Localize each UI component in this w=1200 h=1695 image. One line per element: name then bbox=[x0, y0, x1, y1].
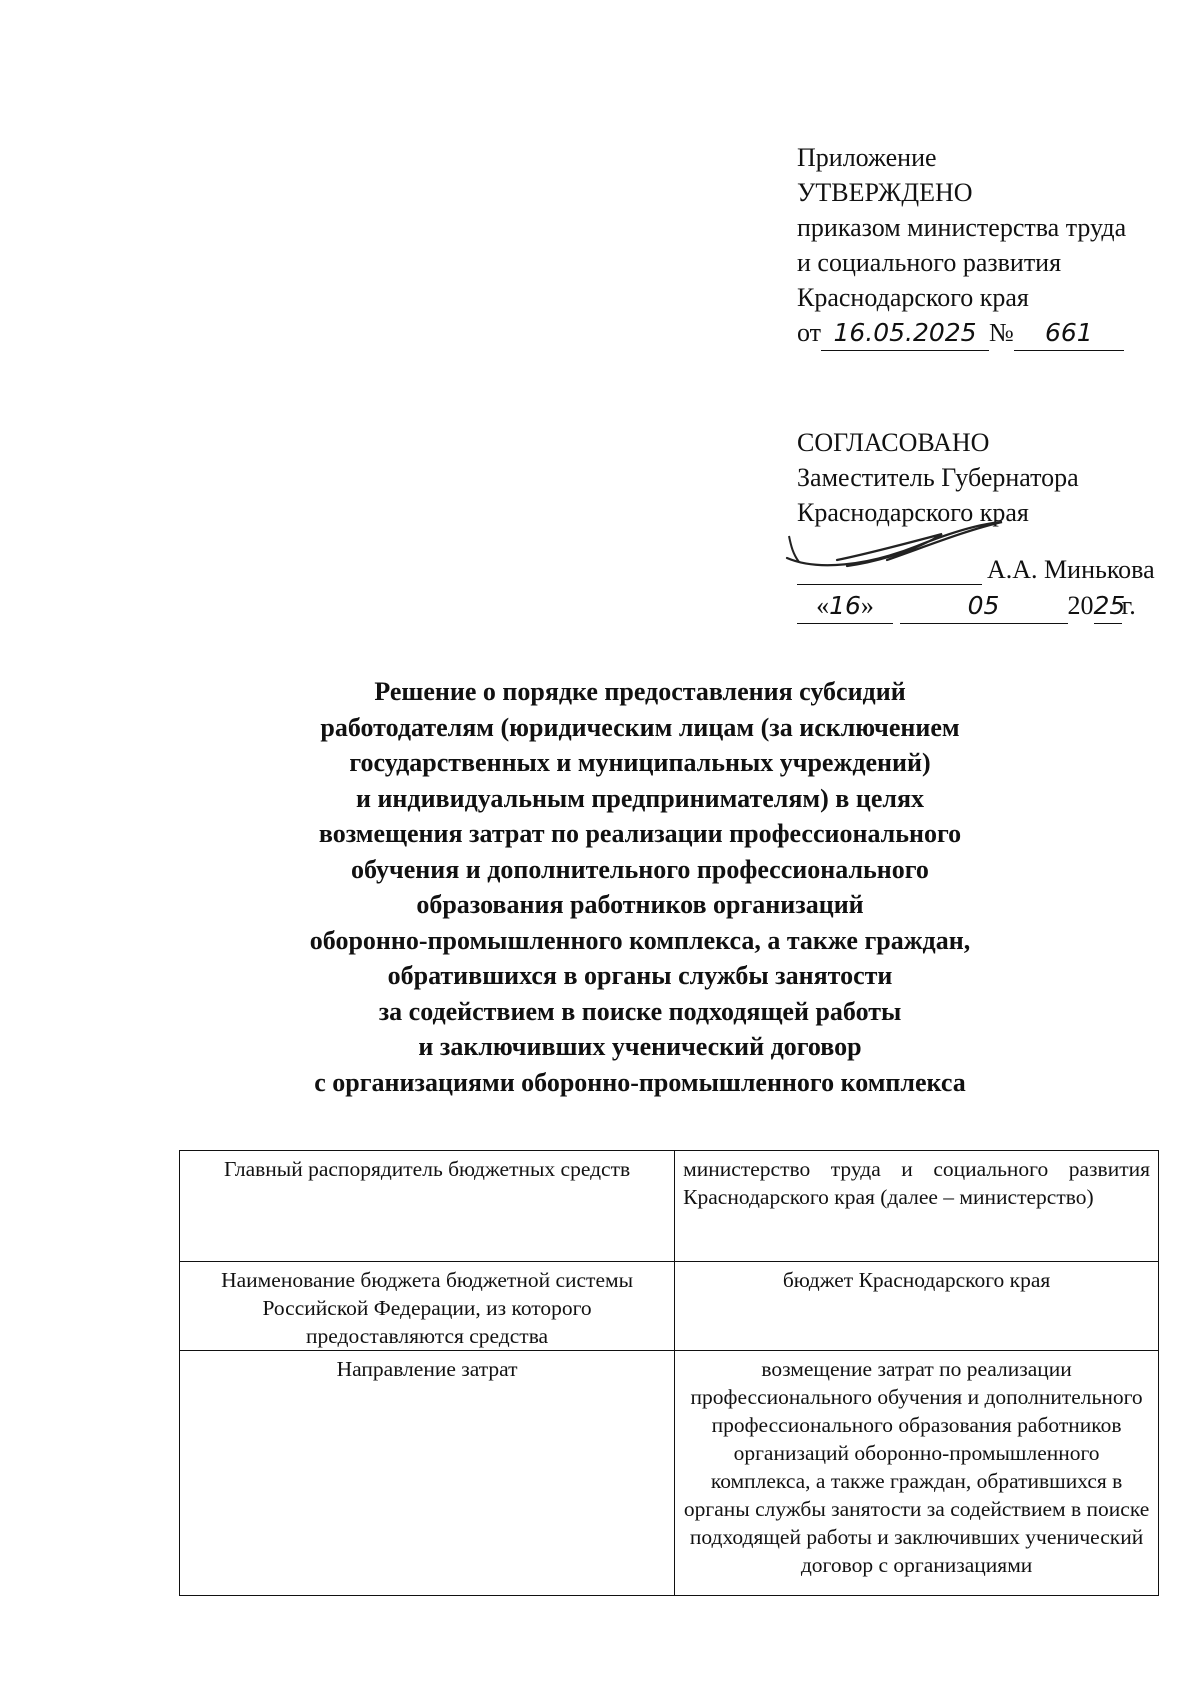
table-label-cell: Главный распорядитель бюджетных средств bbox=[180, 1151, 675, 1262]
agreed-label: СОГЛАСОВАНО bbox=[797, 428, 990, 457]
approved-label: УТВЕРЖДЕНО bbox=[797, 178, 973, 207]
table-row bbox=[180, 1351, 1159, 1596]
agreement-position: Заместитель Губернатора bbox=[797, 463, 1079, 492]
table-value-cell: бюджет Краснодарского края bbox=[675, 1262, 1159, 1351]
approval-line-2: и социального развития bbox=[797, 248, 1062, 277]
title-line: и индивидуальным предпринимателям) в целях bbox=[355, 783, 925, 813]
agreement-day-group bbox=[797, 588, 893, 624]
approval-line-3: Краснодарского края bbox=[797, 283, 1029, 312]
title-line: оборонно-промышленного комплекса, а также граждан, bbox=[309, 925, 971, 955]
title-line: за содействием в поиске подходящей работы bbox=[378, 996, 902, 1026]
title-line: образования работников организаций bbox=[416, 890, 864, 919]
document-title bbox=[250, 674, 1030, 1100]
day-close-quote: » bbox=[860, 591, 874, 620]
subsidy-info-table bbox=[179, 1150, 1159, 1596]
order-date: 16.05.2025 bbox=[821, 315, 989, 351]
approval-block bbox=[797, 140, 1177, 351]
number-prefix: № bbox=[989, 318, 1014, 347]
agreement-date-line bbox=[797, 588, 1177, 624]
table-value-cell: министерство труда и социального развития Краснодарского края (далее – министерство) bbox=[675, 1151, 1159, 1262]
title-line: с организациями оборонно-промышленного комплекса bbox=[314, 1067, 966, 1097]
day-open-quote: « bbox=[816, 591, 830, 620]
table-value-cell: возмещение затрат по реализации профессионального обучения и дополнительного профессионального образования работников организаций оборонно-промышленного комплекса, а также граждан, обратившихся в органы службы занятости за содействием в поиске подходящей работы и заключивших ученический договор с организациями bbox=[675, 1351, 1159, 1596]
agreement-year-unit: г. bbox=[1121, 591, 1136, 620]
table-row bbox=[180, 1151, 1159, 1262]
title-line: возмещения затрат по реализации профессионального bbox=[318, 819, 962, 848]
title-line: обучения и дополнительного профессионального bbox=[351, 854, 929, 884]
approval-line-1: приказом министерства труда bbox=[797, 213, 1127, 242]
table-row bbox=[180, 1262, 1159, 1351]
order-number: 661 bbox=[1014, 315, 1124, 351]
agreement-month: 05 bbox=[900, 588, 1068, 624]
title-line: государственных и муниципальных учреждений) bbox=[349, 748, 931, 777]
order-date-line bbox=[797, 315, 1177, 351]
agreement-block bbox=[797, 425, 1177, 624]
date-prefix: от bbox=[797, 318, 822, 347]
title-line: и заключивших ученический договор bbox=[418, 1032, 862, 1061]
table-label-cell: Наименование бюджета бюджетной системы Российской Федерации, из которого предоставляются средства bbox=[180, 1262, 675, 1351]
table-label-cell: Направление затрат bbox=[180, 1351, 675, 1596]
title-line: работодателям (юридическим лицам (за исключением bbox=[320, 712, 960, 742]
title-line: Решение о порядке предоставления субсидий bbox=[374, 677, 906, 706]
agreement-year-prefix: 20 bbox=[1067, 591, 1094, 620]
appendix-label: Приложение bbox=[797, 143, 937, 172]
agreement-region: Краснодарского края bbox=[797, 498, 1029, 527]
signatory-name: А.А. Минькова bbox=[987, 555, 1155, 584]
title-line: обратившихся в органы службы занятости bbox=[387, 961, 893, 990]
agreement-day: 16 bbox=[829, 591, 861, 620]
signature-line bbox=[797, 556, 982, 585]
signature-row bbox=[797, 548, 1177, 588]
agreement-year-suffix: 25 bbox=[1094, 588, 1122, 624]
